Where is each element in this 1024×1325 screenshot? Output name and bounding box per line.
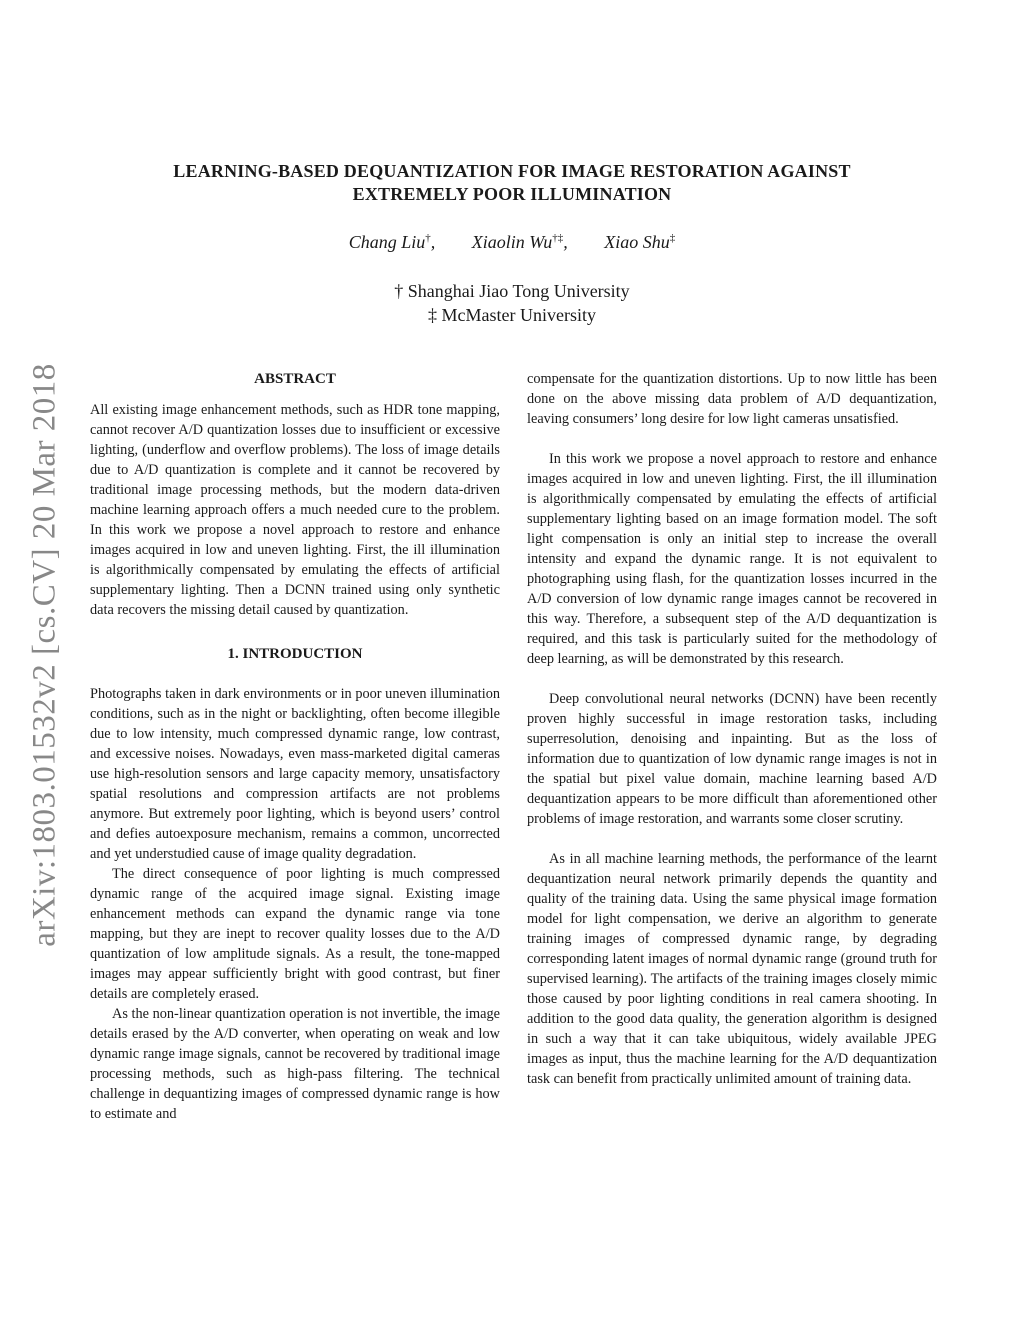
title-line-1: LEARNING-BASED DEQUANTIZATION FOR IMAGE RESTORATION AGAINST — [173, 161, 851, 181]
abstract-heading: ABSTRACT — [254, 371, 336, 387]
author-1: Chang Liu†, — [348, 232, 436, 252]
title-line-2: EXTREMELY POOR ILLUMINATION — [352, 184, 672, 204]
right-paragraph-1: compensate for the quantization distortions. Up to now little has been done on the above missing data problem of A/D dequantization, leaving consumers’ long desire for low light cameras unsatisfied. — [527, 371, 937, 427]
affiliation-1: † Shanghai Jiao Tong University — [394, 281, 630, 301]
author-3 — [604, 232, 675, 252]
intro-paragraph-2: The direct consequence of poor lighting is much compressed dynamic range of the acquired image signal. Existing image enhancement methods can expand the dynamic range via tone mapping, but they are inept to recover quality losses due to the A/D quantization of low amplitude signals. As a result, the tone-mapped images may appear sufficiently bright with good contrast, but finer details are completely erased. — [90, 866, 500, 1002]
right-paragraph-3: Deep convolutional neural networks (DCNN) have been recently proven highly successful in image restoration tasks, including superresolution, denoising and inpainting. But as the loss of information due to quantization of low dynamic range images is not in the spatial but pixel value domain, machine learning based A/D dequantization appears to be more difficult than aforementioned other problems of image restoration, and warrants some closer scrutiny. — [527, 691, 937, 827]
right-paragraph-4: As in all machine learning methods, the performance of the learnt dequantization neural network primarily depends the quantity and quality of the training data. Using the same physical image formation model for light compensation, we derive an algorithm to generate training images of compressed dynamic range, by degrading corresponding latent images of normal dynamic range (ground truth for supervised learning). The artifacts of the training images closely mimic those caused by poor lighting conditions in real camera shooting. In addition to the good data quality, the generation algorithm is designed in such a way that it can take ubiquitous, widely available JPEG images as input, thus the machine learning for the A/D dequantization task can benefit from practically unlimited amount of training data. — [527, 851, 937, 1087]
author-list — [100, 232, 924, 253]
author-affil-mark: †‡ — [552, 232, 564, 244]
right-column — [527, 369, 937, 1089]
arxiv-identifier: arXiv:1803.01532v2 [cs.CV] 20 Mar 2018 — [26, 363, 63, 947]
author-name: Xiao Shu — [604, 232, 670, 252]
author-affil-mark: † — [425, 232, 431, 244]
author-name: Xiaolin Wu — [471, 232, 553, 252]
author-affil-mark: ‡ — [669, 232, 676, 244]
introduction-heading: 1. INTRODUCTION — [227, 646, 363, 662]
intro-paragraph-1: Photographs taken in dark environments or in poor uneven illumination conditions, such as in the night or backlighting, often become illegible due to low intensity, much compressed dynamic range, low contrast, and excessive noises. Nowadays, even mass-marketed digital cameras use high-resolution sensors and large capacity memory, unsatisfactory spatial resolutions and compression artifacts are not problems anymore. But extremely poor lighting, which is beyond users’ control and defies autoexposure mechanism, remains a common, uncorrected and yet understudied cause of image quality degradation. — [90, 686, 500, 862]
paper-title — [100, 160, 924, 206]
left-column — [90, 369, 500, 1124]
abstract-text: All existing image enhancement methods, such as HDR tone mapping, cannot recover A/D quantization losses due to insufficient or excessive lighting, (underflow and overflow problems). The loss of image details due to A/D quantization is complete and it cannot be recovered by traditional image processing methods, but the modern data-driven machine learning approach offers a much needed cure to the problem. In this work we propose a novel approach to restore and enhance images acquired in low and uneven lighting. First, the ill illumination is algorithmically compensated by emulating the effects of artificial supplementary lighting. Then a DCNN trained using only synthetic data recovers the missing detail caused by quantization. — [90, 402, 500, 618]
author-name: Chang Liu — [348, 232, 426, 252]
author-2: Xiaolin Wu†‡, — [471, 232, 568, 252]
right-paragraph-2: In this work we propose a novel approach to restore and enhance images acquired in low and uneven lighting. First, the ill illumination is algorithmically compensated by emulating the effects of artificial supplementary lighting based on an image formation model. The soft light compensation is only an initial step to increase the overall intensity and expand the dynamic range. It is not equivalent to photographing using flash, for the quantization losses incurred in the A/D conversion of low dynamic range images cannot be recovered in this way. Therefore, a subsequent step of the A/D dequantization is required, and this task is particularly suited for the methodology of deep learning, as will be demonstrated by this research. — [527, 451, 937, 667]
affiliation-2: ‡ McMaster University — [428, 305, 596, 325]
affiliation-list — [100, 279, 924, 327]
intro-paragraph-3: As the non-linear quantization operation is not invertible, the image details erased by the A/D converter, when operating on weak and low dynamic range image signals, cannot be recovered by traditional image processing methods, such as high-pass filtering. The technical challenge in dequantizing images of compressed dynamic range is how to estimate and — [90, 1006, 500, 1122]
